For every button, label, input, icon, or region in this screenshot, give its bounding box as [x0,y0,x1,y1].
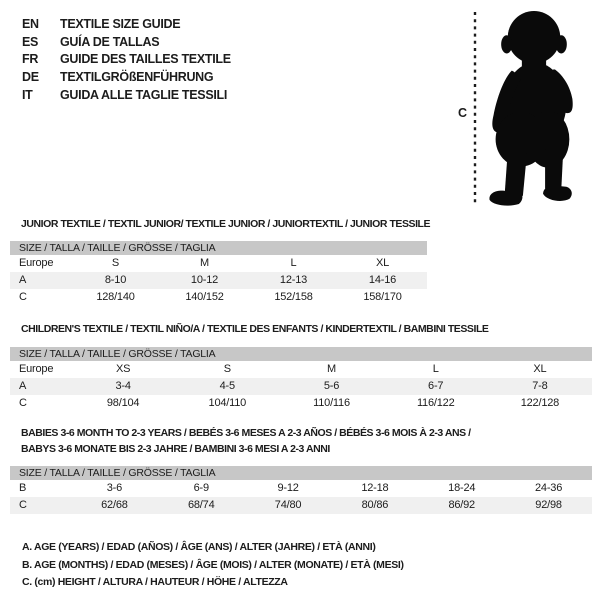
size-value: XS [115,363,131,375]
size-value: 12-18 [361,482,389,494]
height-measure-label: C [458,106,468,120]
lang-code: ES [22,34,39,49]
size-value: L [290,257,297,269]
lang-row-it [22,87,231,105]
size-header-bar: SIZE / TALLA / TAILLE / GRÖSSE / TAGLIA [10,241,427,255]
size-value: 8-10 [104,274,127,286]
size-value: 24-36 [534,482,563,494]
size-value: 92/98 [535,499,562,511]
lang-code: DE [22,70,39,85]
lang-code: EN [22,17,39,31]
size-value: XL [375,257,390,269]
size-value: 62/68 [101,499,128,511]
row-label: C [19,397,27,409]
row-label: C [19,499,27,511]
children-size-table [10,347,592,412]
lang-row-en [22,16,231,34]
note-height-cm: C. (cm) HEIGHT / ALTURA / HAUTEUR / HÖHE / ALTEZZA [22,576,288,589]
size-value: 9-12 [277,482,299,494]
size-value: S [111,257,120,269]
row-label: A [19,380,27,392]
children-table-title [21,321,488,337]
size-value: 140/152 [185,291,224,303]
size-value: 104/110 [208,397,247,409]
size-value: 4-5 [219,380,235,392]
size-value: 116/122 [416,397,455,409]
note-age-months: B. AGE (MONTHS) / EDAD (MESES) / ÂGE (MOIS) / ALTER (MONATE) / ETÀ (MESI) [22,558,404,571]
size-value: L [432,363,439,375]
junior-size-table [10,241,427,306]
lang-row-fr [22,51,231,69]
table-row [10,361,592,378]
lang-label: GUIDE DES TAILLES TEXTILE [60,52,231,67]
size-value: M [200,257,209,269]
title-line: BABYS 3-6 MONATE BIS 2-3 JAHRE / BAMBINI 3-6 MESI A 2-3 ANNI [21,443,330,455]
row-label: A [19,274,27,286]
title-line: CHILDREN'S TEXTILE / TEXTIL NIÑO/A / TEXTILE DES ENFANTS / KINDERTEXTIL / BAMBINI TESSILE [21,323,489,335]
lang-label: TEXTILE SIZE GUIDE [60,17,181,31]
table-row [10,272,427,289]
size-value: 80/86 [361,499,389,511]
size-value: 68/74 [187,499,215,511]
table-row [10,255,427,272]
lang-label: GUIDA ALLE TAGLIE TESSILI [60,87,228,102]
lang-code: FR [22,52,39,67]
size-value: XL [533,363,547,375]
lang-row-de [22,69,231,87]
title-line: BABIES 3-6 MONTH TO 2-3 YEARS / BEBÉS 3-6 MESES A 2-3 AÑOS / BÉBÉS 3-6 MOIS À 2-3 ANS / [21,427,471,439]
babies-table-title [21,425,471,457]
legend-notes [22,539,404,592]
size-header-bar: SIZE / TALLA / TAILLE / GRÖSSE / TAGLIA [10,347,592,361]
size-value: 18-24 [448,482,476,494]
lang-label: TEXTILGRÖßENFÜHRUNG [60,70,214,85]
table-row [10,395,592,412]
size-value: 6-7 [428,380,444,392]
row-label: B [19,482,27,494]
table-row [10,497,592,514]
toddler-silhouette-icon [478,10,592,208]
row-label: Europe [19,257,54,269]
title-line: JUNIOR TEXTILE / TEXTIL JUNIOR/ TEXTILE JUNIOR / JUNIORTEXTIL / JUNIOR TESSILE [21,218,431,230]
size-value: 86/92 [448,499,475,511]
size-value: 3-4 [115,380,131,392]
size-value: 128/140 [96,291,135,303]
row-label: C [19,291,27,303]
babies-size-table [10,466,592,514]
size-value: 74/80 [274,499,302,511]
size-value: S [223,363,231,375]
size-value: 10-12 [190,274,219,286]
size-value: 152/158 [274,291,313,303]
size-value: 3-6 [106,482,123,494]
size-value: 98/104 [106,397,140,409]
table-row [10,289,427,306]
size-header-bar: SIZE / TALLA / TAILLE / GRÖSSE / TAGLIA [10,466,592,480]
size-value: 7-8 [532,380,548,392]
height-measure-figure [450,8,595,210]
table-row [10,480,592,497]
dashed-measure-line [473,10,477,208]
row-label: Europe [19,363,54,375]
size-value: 158/170 [363,291,402,303]
size-value: 6-9 [193,482,209,494]
lang-row-es [22,34,231,52]
table-row [10,378,592,395]
junior-table-title [21,216,430,232]
note-age-years: A. AGE (YEARS) / EDAD (AÑOS) / ÂGE (ANS) / ALTER (JAHRE) / ETÀ (ANNI) [22,541,376,553]
size-value: M [327,363,336,375]
lang-code: IT [22,87,33,102]
size-value: 14-16 [368,274,397,286]
language-title-list [22,16,231,104]
size-value: 5-6 [323,380,340,392]
size-value: 110/116 [313,397,350,409]
size-value: 122/128 [520,397,560,409]
lang-label: GUÍA DE TALLAS [60,34,160,49]
size-value: 12-13 [279,274,308,286]
